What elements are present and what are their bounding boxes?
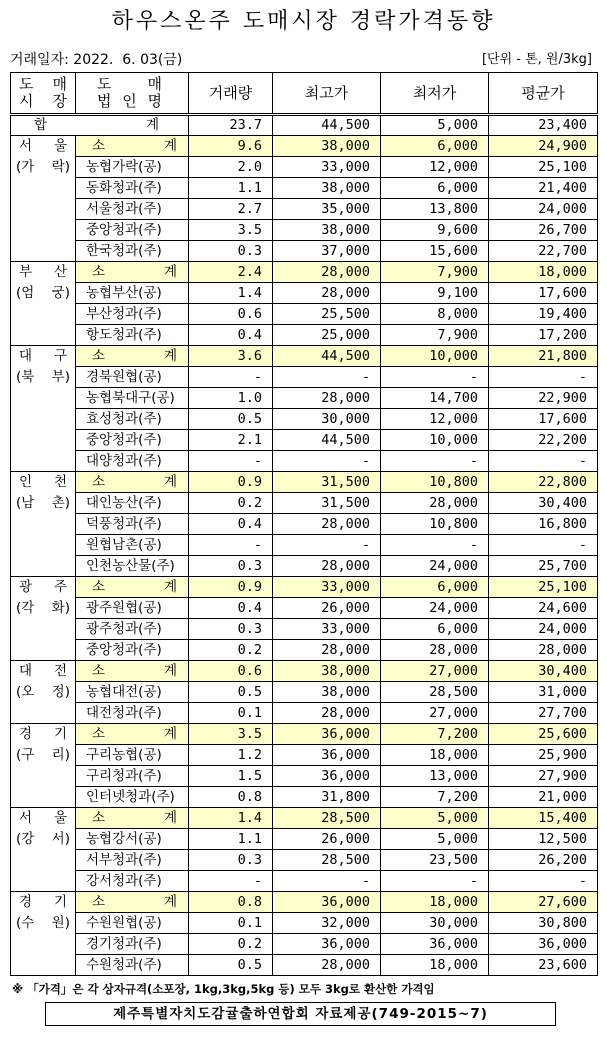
min-price-cell: 27,000: [381, 661, 489, 682]
corporation-row: [11, 283, 598, 304]
volume-cell: -: [189, 871, 273, 892]
min-price-cell: 28,000: [381, 493, 489, 514]
avg-price-cell: 25,100: [489, 577, 598, 598]
max-price-cell: 35,000: [273, 199, 381, 220]
volume-cell: 0.4: [189, 598, 273, 619]
min-price-cell: -: [381, 367, 489, 388]
avg-price-cell: 24,900: [489, 136, 598, 157]
avg-price-cell: 27,700: [489, 703, 598, 724]
market-cell: [11, 346, 76, 472]
subtotal-label: 소 계: [76, 472, 189, 493]
volume-cell: 0.9: [189, 577, 273, 598]
min-price-cell: 27,000: [381, 703, 489, 724]
max-price-cell: 28,500: [273, 808, 381, 829]
max-price-cell: 38,000: [273, 661, 381, 682]
subtotal-label: 소 계: [76, 136, 189, 157]
min-price-cell: 12,000: [381, 409, 489, 430]
volume-cell: 0.5: [189, 955, 273, 976]
header-volume: 거래량: [189, 73, 273, 115]
corporation-name: 구리청과(주): [76, 766, 189, 787]
corporation-row: [11, 556, 598, 577]
corporation-row: [11, 745, 598, 766]
corporation-name: 부산청과(주): [76, 304, 189, 325]
min-price-cell: 30,000: [381, 913, 489, 934]
header-market-line2: 시 장: [19, 92, 67, 110]
min-price-cell: 18,000: [381, 745, 489, 766]
corporation-row: [11, 787, 598, 808]
min-price-cell: 6,000: [381, 577, 489, 598]
min-price-cell: 10,800: [381, 514, 489, 535]
corporation-name: 인천농산물(주): [76, 556, 189, 577]
subtotal-label: 소 계: [76, 577, 189, 598]
corporation-row: [11, 241, 598, 262]
max-price-cell: 28,000: [273, 388, 381, 409]
subtotal-row: [11, 724, 598, 745]
volume-cell: -: [189, 367, 273, 388]
subtotal-row: [11, 346, 598, 367]
subtotal-row: [11, 136, 598, 157]
volume-cell: 23.7: [189, 115, 273, 136]
avg-price-cell: 17,600: [489, 409, 598, 430]
avg-price-cell: 22,700: [489, 241, 598, 262]
market-city: 서 울: [19, 810, 67, 826]
header-min-price: 최저가: [381, 73, 489, 115]
market-city: 대 구: [19, 348, 67, 364]
volume-cell: 1.0: [189, 388, 273, 409]
corporation-row: [11, 829, 598, 850]
corporation-name: 경북원협(공): [76, 367, 189, 388]
corporation-name: 농협가락(공): [76, 157, 189, 178]
market-city: 인 천: [19, 474, 67, 490]
max-price-cell: 31,500: [273, 472, 381, 493]
volume-cell: 2.0: [189, 157, 273, 178]
corporation-row: [11, 367, 598, 388]
header-market: [11, 73, 76, 115]
corporation-row: [11, 871, 598, 892]
max-price-cell: 36,000: [273, 892, 381, 913]
max-price-cell: -: [273, 451, 381, 472]
subtotal-row: [11, 661, 598, 682]
max-price-cell: 28,000: [273, 514, 381, 535]
corporation-name: 광주원협(공): [76, 598, 189, 619]
avg-price-cell: 12,500: [489, 829, 598, 850]
corporation-row: [11, 304, 598, 325]
market-cell: [11, 136, 76, 262]
avg-price-cell: 26,700: [489, 220, 598, 241]
corporation-row: [11, 682, 598, 703]
corporation-name: 대인농산(주): [76, 493, 189, 514]
corporation-name: 항도청과(주): [76, 325, 189, 346]
min-price-cell: 6,000: [381, 178, 489, 199]
volume-cell: 1.4: [189, 283, 273, 304]
volume-cell: 9.6: [189, 136, 273, 157]
volume-cell: 0.4: [189, 325, 273, 346]
header-corporation-line1: 도 매: [97, 75, 162, 93]
volume-cell: 0.9: [189, 472, 273, 493]
volume-cell: 3.5: [189, 724, 273, 745]
min-price-cell: 18,000: [381, 892, 489, 913]
min-price-cell: 6,000: [381, 136, 489, 157]
min-price-cell: 10,800: [381, 472, 489, 493]
price-table-header: [11, 73, 598, 115]
min-price-cell: 13,800: [381, 199, 489, 220]
avg-price-cell: 30,800: [489, 913, 598, 934]
max-price-cell: 26,000: [273, 829, 381, 850]
avg-price-cell: -: [489, 535, 598, 556]
volume-cell: 1.5: [189, 766, 273, 787]
avg-price-cell: 16,800: [489, 514, 598, 535]
price-table-body: [11, 115, 598, 976]
total-label: 합 계: [11, 115, 189, 136]
corporation-row: [11, 766, 598, 787]
max-price-cell: 38,000: [273, 682, 381, 703]
corporation-name: 농협강서(공): [76, 829, 189, 850]
min-price-cell: 15,600: [381, 241, 489, 262]
avg-price-cell: 27,600: [489, 892, 598, 913]
max-price-cell: 28,000: [273, 703, 381, 724]
market-location: (북 부): [16, 369, 70, 385]
volume-cell: -: [189, 451, 273, 472]
volume-cell: 0.3: [189, 556, 273, 577]
max-price-cell: 36,000: [273, 724, 381, 745]
data-source-box: 제주특별자치도감귤출하연합회 자료제공(749-2015~7): [45, 1002, 556, 1026]
market-location: (오 정): [16, 684, 70, 700]
volume-cell: 0.5: [189, 682, 273, 703]
avg-price-cell: 21,800: [489, 346, 598, 367]
corporation-name: 중앙청과(주): [76, 640, 189, 661]
max-price-cell: -: [273, 367, 381, 388]
min-price-cell: 5,000: [381, 808, 489, 829]
min-price-cell: 13,000: [381, 766, 489, 787]
corporation-name: 동화청과(주): [76, 178, 189, 199]
max-price-cell: 38,000: [273, 178, 381, 199]
avg-price-cell: 28,000: [489, 640, 598, 661]
avg-price-cell: 23,400: [489, 115, 598, 136]
avg-price-cell: 22,900: [489, 388, 598, 409]
min-price-cell: 9,100: [381, 283, 489, 304]
market-cell: [11, 724, 76, 808]
min-price-cell: 6,000: [381, 619, 489, 640]
min-price-cell: -: [381, 535, 489, 556]
market-city: 광 주: [19, 579, 67, 595]
min-price-cell: -: [381, 451, 489, 472]
market-cell: [11, 577, 76, 661]
volume-cell: 0.1: [189, 703, 273, 724]
avg-price-cell: 30,400: [489, 493, 598, 514]
volume-cell: 0.5: [189, 409, 273, 430]
corporation-row: [11, 199, 598, 220]
corporation-row: [11, 913, 598, 934]
max-price-cell: 28,500: [273, 850, 381, 871]
volume-cell: 2.4: [189, 262, 273, 283]
max-price-cell: -: [273, 535, 381, 556]
max-price-cell: 33,000: [273, 157, 381, 178]
min-price-cell: 28,500: [381, 682, 489, 703]
min-price-cell: 7,200: [381, 724, 489, 745]
subtotal-label: 소 계: [76, 346, 189, 367]
min-price-cell: 9,600: [381, 220, 489, 241]
subtotal-label: 소 계: [76, 661, 189, 682]
min-price-cell: 36,000: [381, 934, 489, 955]
volume-cell: 0.8: [189, 892, 273, 913]
min-price-cell: 7,200: [381, 787, 489, 808]
min-price-cell: 24,000: [381, 598, 489, 619]
max-price-cell: 25,000: [273, 325, 381, 346]
max-price-cell: 31,500: [273, 493, 381, 514]
unit-label: [단위 - 톤, 원/3kg]: [481, 52, 592, 67]
volume-cell: 1.1: [189, 178, 273, 199]
market-cell: [11, 262, 76, 346]
price-table: [10, 72, 598, 976]
avg-price-cell: 31,000: [489, 682, 598, 703]
corporation-row: [11, 535, 598, 556]
corporation-name: 수원청과(주): [76, 955, 189, 976]
corporation-row: [11, 451, 598, 472]
volume-cell: 0.3: [189, 619, 273, 640]
price-note: ※ 「가격」은 각 상자규격(소포장, 1kg,3kg,5kg 등) 모두 3kg로 환산한 가격임: [12, 982, 435, 996]
avg-price-cell: 36,000: [489, 934, 598, 955]
market-location: (엄 궁): [16, 285, 70, 301]
corporation-name: 원협남촌(공): [76, 535, 189, 556]
volume-cell: 3.5: [189, 220, 273, 241]
market-location: (강 서): [16, 831, 70, 847]
corporation-row: [11, 178, 598, 199]
volume-cell: 2.1: [189, 430, 273, 451]
max-price-cell: 38,000: [273, 136, 381, 157]
corporation-name: 구리농협(공): [76, 745, 189, 766]
avg-price-cell: 18,000: [489, 262, 598, 283]
volume-cell: 1.4: [189, 808, 273, 829]
max-price-cell: 31,800: [273, 787, 381, 808]
subtotal-label: 소 계: [76, 808, 189, 829]
avg-price-cell: -: [489, 367, 598, 388]
corporation-row: [11, 514, 598, 535]
avg-price-cell: 27,900: [489, 766, 598, 787]
avg-price-cell: 24,000: [489, 619, 598, 640]
min-price-cell: 5,000: [381, 829, 489, 850]
max-price-cell: -: [273, 871, 381, 892]
market-location: (가 락): [16, 159, 70, 175]
corporation-row: [11, 157, 598, 178]
total-row: [11, 115, 598, 136]
avg-price-cell: 25,700: [489, 556, 598, 577]
corporation-row: [11, 493, 598, 514]
min-price-cell: 28,000: [381, 640, 489, 661]
avg-price-cell: 24,000: [489, 199, 598, 220]
corporation-row: [11, 955, 598, 976]
avg-price-cell: 19,400: [489, 304, 598, 325]
max-price-cell: 28,000: [273, 955, 381, 976]
corporation-name: 농협북대구(공): [76, 388, 189, 409]
max-price-cell: 36,000: [273, 934, 381, 955]
subtotal-label: 소 계: [76, 262, 189, 283]
max-price-cell: 36,000: [273, 766, 381, 787]
corporation-row: [11, 619, 598, 640]
max-price-cell: 44,500: [273, 346, 381, 367]
min-price-cell: 24,000: [381, 556, 489, 577]
volume-cell: 0.3: [189, 850, 273, 871]
header-row: [11, 73, 598, 115]
header-max-price: 최고가: [273, 73, 381, 115]
market-cell: [11, 661, 76, 724]
corporation-row: [11, 409, 598, 430]
max-price-cell: 28,000: [273, 283, 381, 304]
market-cell: [11, 808, 76, 892]
market-city: 서 울: [19, 138, 67, 154]
corporation-name: 강서청과(주): [76, 871, 189, 892]
market-cell: [11, 892, 76, 976]
market-location: (수 원): [16, 915, 70, 931]
min-price-cell: 5,000: [381, 115, 489, 136]
corporation-name: 대전청과(주): [76, 703, 189, 724]
market-location: (각 화): [16, 600, 70, 616]
min-price-cell: 10,000: [381, 346, 489, 367]
subtotal-row: [11, 472, 598, 493]
max-price-cell: 30,000: [273, 409, 381, 430]
corporation-name: 서울청과(주): [76, 199, 189, 220]
volume-cell: 0.2: [189, 934, 273, 955]
avg-price-cell: 15,400: [489, 808, 598, 829]
corporation-name: 한국청과(주): [76, 241, 189, 262]
min-price-cell: 14,700: [381, 388, 489, 409]
avg-price-cell: -: [489, 871, 598, 892]
min-price-cell: 18,000: [381, 955, 489, 976]
volume-cell: 0.1: [189, 913, 273, 934]
market-city: 부 산: [19, 264, 67, 280]
volume-cell: 0.4: [189, 514, 273, 535]
min-price-cell: -: [381, 871, 489, 892]
avg-price-cell: 25,900: [489, 745, 598, 766]
corporation-name: 농협부산(공): [76, 283, 189, 304]
volume-cell: 1.2: [189, 745, 273, 766]
avg-price-cell: 17,600: [489, 283, 598, 304]
volume-cell: 0.6: [189, 661, 273, 682]
corporation-name: 덕풍청과(주): [76, 514, 189, 535]
avg-price-cell: 21,000: [489, 787, 598, 808]
trade-date: [10, 51, 182, 69]
min-price-cell: 7,900: [381, 262, 489, 283]
market-location: (남 촌): [16, 495, 70, 511]
volume-cell: 0.2: [189, 493, 273, 514]
market-city: 경 기: [19, 726, 67, 742]
avg-price-cell: 30,400: [489, 661, 598, 682]
corporation-name: 중앙청과(주): [76, 220, 189, 241]
avg-price-cell: 25,100: [489, 157, 598, 178]
market-city: 경 기: [19, 894, 67, 910]
corporation-row: [11, 220, 598, 241]
trade-date-value: 2022. 6. 03(금): [73, 52, 183, 68]
corporation-row: [11, 703, 598, 724]
corporation-row: [11, 325, 598, 346]
subtotal-row: [11, 808, 598, 829]
min-price-cell: 23,500: [381, 850, 489, 871]
corporation-name: 농협대전(공): [76, 682, 189, 703]
avg-price-cell: 26,200: [489, 850, 598, 871]
avg-price-cell: 25,600: [489, 724, 598, 745]
header-corporation-line2: 법 인 명: [97, 92, 162, 110]
corporation-row: [11, 388, 598, 409]
corporation-row: [11, 598, 598, 619]
market-city: 대 전: [19, 663, 67, 679]
subtotal-row: [11, 262, 598, 283]
max-price-cell: 28,000: [273, 556, 381, 577]
subtotal-row: [11, 577, 598, 598]
max-price-cell: 38,000: [273, 220, 381, 241]
volume-cell: 2.7: [189, 199, 273, 220]
min-price-cell: 8,000: [381, 304, 489, 325]
corporation-name: 중앙청과(주): [76, 430, 189, 451]
trade-date-label: 거래일자:: [10, 52, 69, 68]
subtotal-label: 소 계: [76, 724, 189, 745]
max-price-cell: 44,500: [273, 115, 381, 136]
min-price-cell: 12,000: [381, 157, 489, 178]
market-location: (구 리): [16, 747, 70, 763]
avg-price-cell: 23,600: [489, 955, 598, 976]
avg-price-cell: 22,200: [489, 430, 598, 451]
max-price-cell: 26,000: [273, 598, 381, 619]
corporation-row: [11, 850, 598, 871]
volume-cell: 3.6: [189, 346, 273, 367]
corporation-name: 인터넷청과(주): [76, 787, 189, 808]
corporation-name: 수원원협(공): [76, 913, 189, 934]
max-price-cell: 32,000: [273, 913, 381, 934]
min-price-cell: 7,900: [381, 325, 489, 346]
volume-cell: -: [189, 535, 273, 556]
avg-price-cell: 22,800: [489, 472, 598, 493]
corporation-row: [11, 934, 598, 955]
corporation-name: 서부청과(주): [76, 850, 189, 871]
market-cell: [11, 472, 76, 577]
header-market-line1: 도 매: [19, 75, 67, 93]
subtotal-row: [11, 892, 598, 913]
volume-cell: 1.1: [189, 829, 273, 850]
report-title: 하우스온주 도매시장 경락가격동향: [111, 9, 496, 34]
avg-price-cell: 21,400: [489, 178, 598, 199]
corporation-name: 효성청과(주): [76, 409, 189, 430]
header-avg-price: 평균가: [489, 73, 598, 115]
max-price-cell: 44,500: [273, 430, 381, 451]
corporation-name: 대양청과(주): [76, 451, 189, 472]
corporation-name: 경기청과(주): [76, 934, 189, 955]
max-price-cell: 33,000: [273, 619, 381, 640]
avg-price-cell: 17,200: [489, 325, 598, 346]
avg-price-cell: -: [489, 451, 598, 472]
volume-cell: 0.2: [189, 640, 273, 661]
avg-price-cell: 24,600: [489, 598, 598, 619]
max-price-cell: 28,000: [273, 262, 381, 283]
volume-cell: 0.8: [189, 787, 273, 808]
max-price-cell: 36,000: [273, 745, 381, 766]
max-price-cell: 33,000: [273, 577, 381, 598]
corporation-row: [11, 430, 598, 451]
max-price-cell: 37,000: [273, 241, 381, 262]
corporation-row: [11, 640, 598, 661]
corporation-name: 광주청과(주): [76, 619, 189, 640]
volume-cell: 0.6: [189, 304, 273, 325]
min-price-cell: 10,000: [381, 430, 489, 451]
volume-cell: 0.3: [189, 241, 273, 262]
subtotal-label: 소 계: [76, 892, 189, 913]
max-price-cell: 25,500: [273, 304, 381, 325]
max-price-cell: 28,000: [273, 640, 381, 661]
header-corporation: [76, 73, 189, 115]
